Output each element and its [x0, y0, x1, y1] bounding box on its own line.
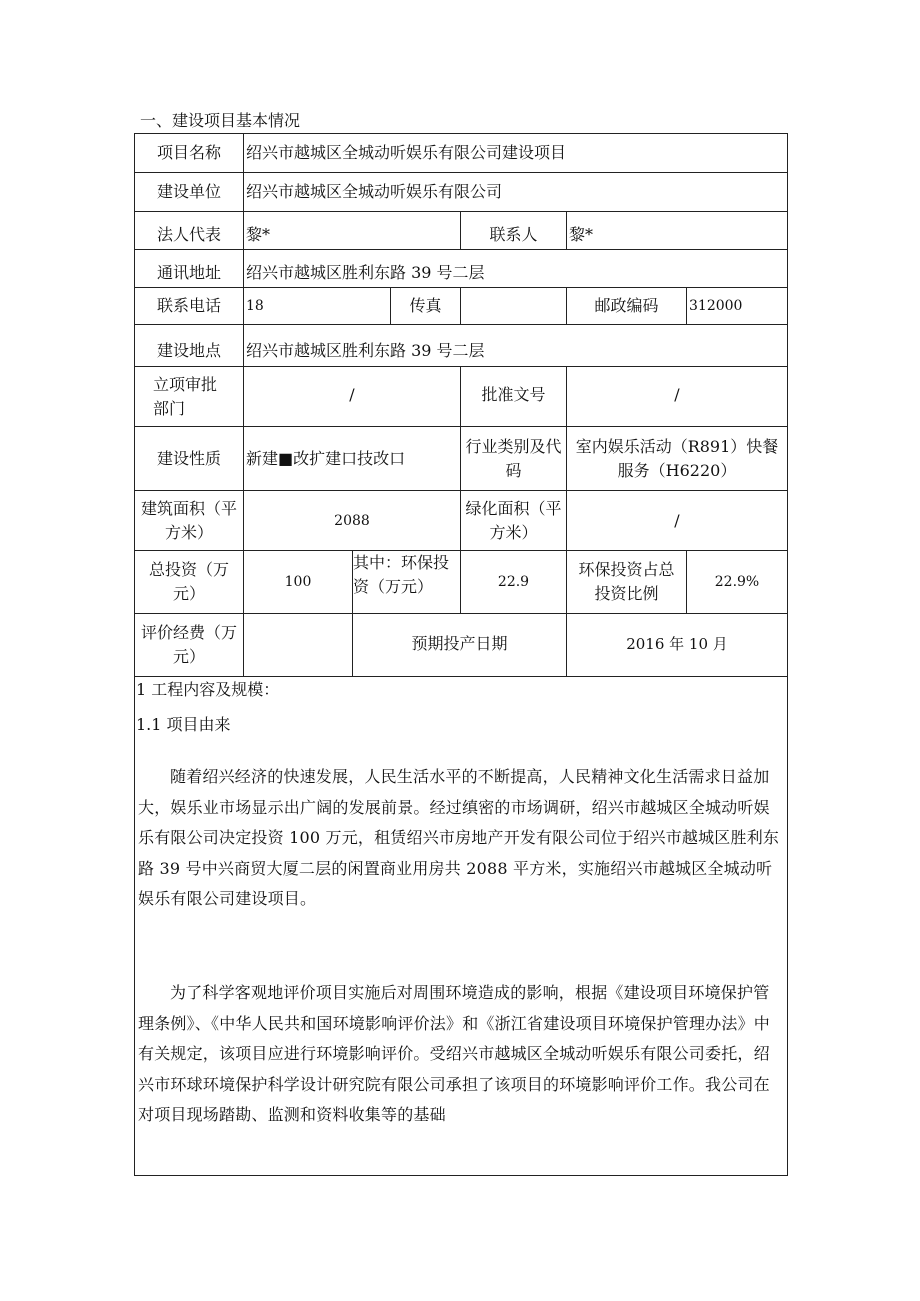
builder-value: 绍兴市越城区全城动听娱乐有限公司 [246, 182, 503, 201]
approval-dept-value: / [349, 384, 355, 404]
floor-area-label-line2: 方米） [164, 522, 213, 542]
approval-doc-label: 批准文号 [481, 384, 546, 404]
contact-value: 黎* [569, 224, 594, 244]
floor-area-label [135, 491, 243, 550]
total-invest-label [135, 551, 243, 613]
paragraph-background: 随着绍兴经济的快速发展，人民生活水平的不断提高，人民精神文化生活需求日益加大，娱乐业市场显示出广阔的发展前景。经过缜密的市场调研，绍兴市越城区全城动听娱乐有限公司决定投资 100 万元，租赁绍兴市房地产开发有限公司位于绍兴市越城区胜利东路 39 号中兴商贸大厦二层的闲置商业用房共 2088 平方米，实施绍兴市越城区全城动听娱乐有限公司建设项目。 [138, 767, 780, 908]
postcode-value: 312000 [689, 298, 743, 314]
start-date-value: 2016 年 10 月 [626, 635, 728, 653]
nature-value: 新建■改扩建口技改口 [246, 448, 406, 468]
industry-label-line2: 码 [505, 460, 522, 480]
green-area-label-line2: 方米） [489, 522, 538, 542]
env-ratio-label-line2: 投资比例 [594, 584, 659, 603]
eval-fee-label-line1: 评价经费（万 [140, 623, 237, 642]
total-invest-value: 100 [284, 574, 312, 590]
green-area-label-line1: 绿化面积（平 [465, 498, 562, 518]
total-invest-label-line2: 元） [172, 584, 205, 603]
address-value: 绍兴市越城区胜利东路 39 号二层 [246, 262, 485, 282]
env-ratio-label [567, 551, 686, 613]
phone-value: 18 [246, 298, 264, 314]
heading-engineering: 1 工程内容及规模： [136, 680, 280, 699]
eval-fee-value [244, 614, 352, 676]
industry-label [461, 427, 566, 490]
env-ratio-label-line1: 环保投资占总 [578, 560, 675, 579]
start-date-label: 预期投产日期 [411, 634, 508, 653]
green-area-value: / [674, 510, 680, 530]
env-invest-label-line2: 资（万元） [353, 577, 434, 596]
approval-dept-label-line1: 立项审批 [153, 374, 218, 394]
industry-value-line2: 服务（H6220） [617, 460, 737, 480]
industry-value-line1: 室内娱乐活动（R891）快餐 [575, 436, 779, 456]
approval-dept-label-line2: 部门 [153, 398, 186, 418]
eval-fee-label [135, 614, 243, 676]
contact-label: 联系人 [489, 224, 538, 244]
heading-origin: 1.1 项目由来 [136, 715, 231, 734]
section-title: 一、建设项目基本情况 [140, 111, 301, 130]
fax-label: 传真 [409, 296, 442, 315]
total-invest-label-line1: 总投资（万 [148, 560, 229, 579]
approval-doc-value: / [674, 384, 680, 404]
project-name-value: 绍兴市越城区全城动听娱乐有限公司建设项目 [246, 143, 567, 162]
site-label: 建设地点 [156, 340, 221, 360]
industry-value [567, 427, 787, 490]
floor-area-value: 2088 [334, 512, 370, 529]
fax-value [461, 288, 566, 324]
paragraph-purpose: 为了科学客观地评价项目实施后对周围环境造成的影响，根据《建设项目环境保护管理条例》、《中华人民共和国环境影响评价法》和《浙江省建设项目环境保护管理办法》中有关规定，该项目应进行环境影响评价。受绍兴市越城区全城动听娱乐有限公司委托，绍兴市环球环境保护科学设计研究院有限公司承担了该项目的环境影响评价工作。我公司在对项目现场踏勘、监测和资料收集等的基础 [138, 983, 771, 1124]
legal-rep-label: 法人代表 [156, 224, 221, 244]
eval-fee-label-line2: 元） [172, 647, 205, 666]
legal-rep-value: 黎* [246, 224, 271, 244]
env-invest-value: 22.9 [497, 574, 530, 590]
postcode-label: 邮政编码 [594, 296, 659, 315]
project-name-label: 项目名称 [156, 143, 221, 162]
industry-label-line1: 行业类别及代 [465, 436, 562, 456]
builder-label: 建设单位 [156, 182, 221, 201]
phone-label: 联系电话 [156, 296, 221, 315]
nature-label: 建设性质 [156, 448, 221, 468]
site-value: 绍兴市越城区胜利东路 39 号二层 [246, 340, 485, 360]
address-label: 通讯地址 [156, 262, 221, 282]
green-area-label [461, 491, 566, 550]
env-ratio-value: 22.9% [714, 574, 760, 590]
floor-area-label-line1: 建筑面积（平 [140, 498, 237, 518]
env-invest-label-line1: 其中：环保投 [353, 553, 450, 572]
approval-dept-label [135, 367, 243, 426]
env-invest-label [353, 551, 460, 613]
